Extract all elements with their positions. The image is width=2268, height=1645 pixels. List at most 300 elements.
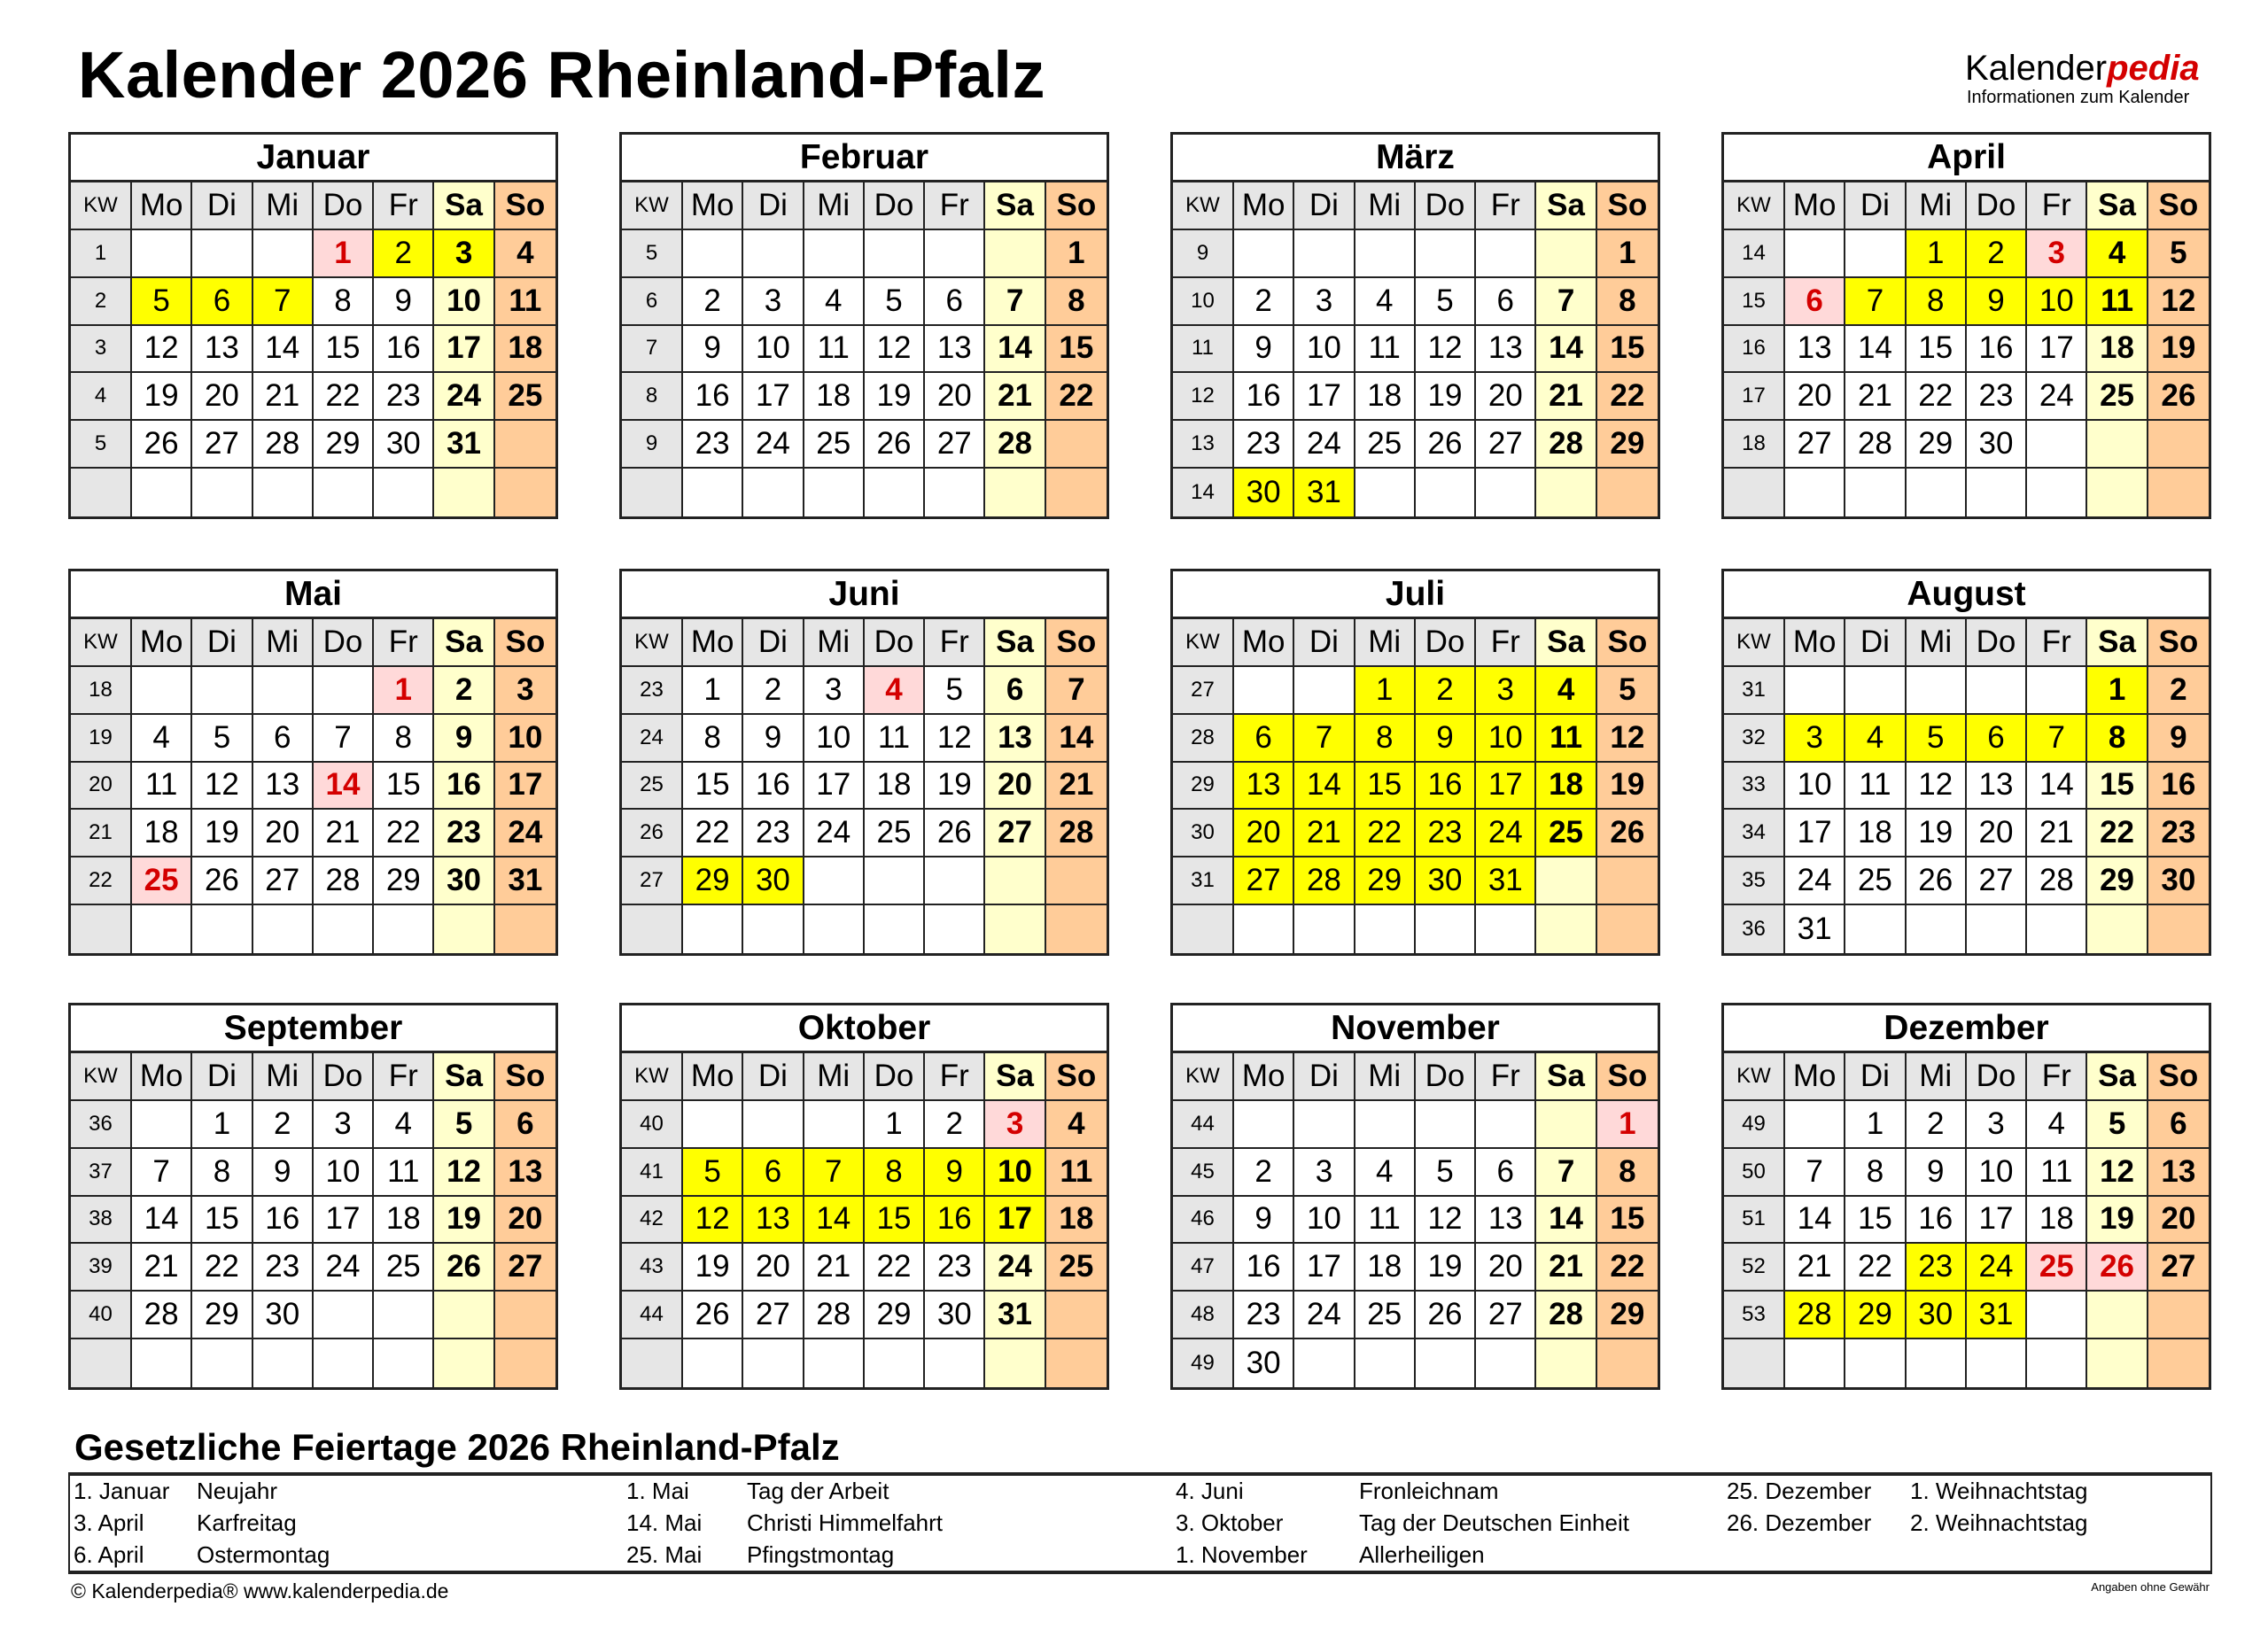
week-number: 6	[622, 278, 683, 326]
weekday-header: So	[1046, 1053, 1107, 1101]
day-cell: 13	[925, 326, 985, 374]
day-cell	[1785, 469, 1845, 516]
day-cell: 23	[1234, 421, 1294, 469]
day-cell: 9	[374, 278, 434, 326]
day-cell	[253, 1339, 314, 1387]
vacation-day-cell: 2	[1416, 667, 1476, 715]
weekday-header: Mi	[253, 1053, 314, 1101]
day-cell	[495, 905, 555, 953]
day-cell: 19	[2087, 1197, 2148, 1245]
day-cell: 27	[1476, 421, 1536, 469]
day-cell: 26	[1416, 1292, 1476, 1339]
day-cell: 27	[253, 857, 314, 905]
day-cell: 29	[2087, 857, 2148, 905]
day-cell: 26	[1597, 810, 1658, 857]
day-cell	[192, 1339, 252, 1387]
weekday-header: Mo	[1234, 182, 1294, 230]
vacation-day-cell: 29	[683, 857, 743, 905]
weekday-header: Do	[1967, 1053, 2027, 1101]
day-cell: 23	[253, 1244, 314, 1292]
month-grid	[622, 1053, 1107, 1387]
day-cell: 20	[743, 1244, 804, 1292]
weekday-header: Di	[1845, 619, 1906, 667]
week-number: 5	[71, 421, 132, 469]
day-cell: 6	[925, 278, 985, 326]
day-cell	[1907, 667, 1967, 715]
day-cell	[1536, 230, 1596, 278]
day-cell: 29	[314, 421, 374, 469]
day-cell: 5	[865, 278, 925, 326]
week-number: 49	[1724, 1101, 1785, 1149]
day-cell	[683, 469, 743, 516]
day-cell: 6	[253, 715, 314, 763]
day-cell	[1967, 469, 2027, 516]
weekday-header: Fr	[1476, 1053, 1536, 1101]
day-cell: 26	[1416, 421, 1476, 469]
month-name: Dezember	[1724, 1005, 2209, 1053]
day-cell	[495, 469, 555, 516]
day-cell: 24	[804, 810, 865, 857]
day-cell: 8	[1597, 278, 1658, 326]
weekday-header: Mo	[683, 182, 743, 230]
page-title: Kalender 2026 Rheinland-Pfalz	[78, 38, 1045, 112]
day-cell: 14	[1845, 326, 1906, 374]
week-number	[1724, 1339, 1785, 1387]
vacation-day-cell: 6	[743, 1149, 804, 1197]
day-cell: 21	[1536, 1244, 1596, 1292]
weekday-header: So	[1597, 182, 1658, 230]
day-cell	[253, 469, 314, 516]
day-cell: 2	[1234, 278, 1294, 326]
day-cell: 14	[1046, 715, 1107, 763]
day-cell: 22	[314, 373, 374, 421]
month-name: März	[1173, 135, 1658, 182]
holiday-date: 26. Dezember	[1727, 1509, 1872, 1536]
day-cell: 21	[1845, 373, 1906, 421]
day-cell: 11	[2027, 1149, 2087, 1197]
day-cell: 12	[1597, 715, 1658, 763]
vacation-day-cell: 29	[1355, 857, 1416, 905]
holiday-name: Karfreitag	[197, 1509, 297, 1536]
day-cell	[1785, 667, 1845, 715]
vacation-day-cell: 3	[1476, 667, 1536, 715]
day-cell: 16	[1967, 326, 2027, 374]
day-cell	[2148, 1292, 2209, 1339]
weekday-header: Mo	[1785, 619, 1845, 667]
weekday-header: Di	[192, 1053, 252, 1101]
day-cell	[1476, 469, 1536, 516]
weekday-header: Fr	[2027, 619, 2087, 667]
week-number: 9	[1173, 230, 1234, 278]
weekday-header: Fr	[1476, 619, 1536, 667]
day-cell: 20	[1785, 373, 1845, 421]
holiday-date: 1. Januar	[74, 1478, 170, 1504]
day-cell: 23	[925, 1244, 985, 1292]
vacation-day-cell: 1	[2087, 667, 2148, 715]
day-cell: 17	[1294, 373, 1355, 421]
day-cell: 22	[374, 810, 434, 857]
holiday-date: 3. Oktober	[1176, 1509, 1284, 1536]
day-cell: 28	[804, 1292, 865, 1339]
vacation-day-cell: 28	[1294, 857, 1355, 905]
day-cell	[2148, 421, 2209, 469]
weekday-header: Sa	[434, 1053, 494, 1101]
day-cell: 4	[1355, 278, 1416, 326]
day-cell	[804, 469, 865, 516]
day-cell: 12	[1907, 763, 1967, 811]
day-cell	[1355, 230, 1416, 278]
day-cell	[1785, 230, 1845, 278]
day-cell: 29	[192, 1292, 252, 1339]
week-number: 48	[1173, 1292, 1234, 1339]
weekday-header: Mi	[804, 1053, 865, 1101]
day-cell: 12	[434, 1149, 494, 1197]
weekday-header: Di	[192, 619, 252, 667]
kw-header: KW	[1724, 182, 1785, 230]
day-cell: 26	[865, 421, 925, 469]
day-cell: 27	[192, 421, 252, 469]
day-cell: 11	[132, 763, 192, 811]
weekday-header: Sa	[2087, 619, 2148, 667]
day-cell	[1597, 1339, 1658, 1387]
holiday-name: Tag der Deutschen Einheit	[1359, 1509, 1629, 1536]
day-cell	[985, 1339, 1045, 1387]
weekday-header: Sa	[1536, 1053, 1596, 1101]
weekday-header: Sa	[985, 1053, 1045, 1101]
day-cell	[1907, 469, 1967, 516]
day-cell	[1416, 230, 1476, 278]
day-cell: 1	[865, 1101, 925, 1149]
holiday-date: 1. Mai	[626, 1478, 689, 1504]
day-cell: 15	[192, 1197, 252, 1245]
week-number: 3	[71, 326, 132, 374]
day-cell: 12	[1416, 326, 1476, 374]
day-cell	[804, 1101, 865, 1149]
vacation-day-cell: 5	[132, 278, 192, 326]
day-cell: 18	[495, 326, 555, 374]
day-cell: 17	[1785, 810, 1845, 857]
weekday-header: Do	[1967, 182, 2027, 230]
day-cell: 27	[495, 1244, 555, 1292]
day-cell: 4	[1355, 1149, 1416, 1197]
day-cell: 26	[2148, 373, 2209, 421]
weekday-header: So	[495, 619, 555, 667]
vacation-day-cell: 23	[1416, 810, 1476, 857]
weekday-header: Di	[1294, 182, 1355, 230]
day-cell: 18	[804, 373, 865, 421]
weekday-header: So	[495, 1053, 555, 1101]
weekday-header: So	[2148, 1053, 2209, 1101]
day-cell: 4	[132, 715, 192, 763]
month-grid	[71, 182, 555, 516]
vacation-day-cell: 20	[1234, 810, 1294, 857]
day-cell: 23	[683, 421, 743, 469]
vacation-day-cell: 30	[1234, 469, 1294, 516]
day-cell	[1294, 667, 1355, 715]
day-cell: 17	[2027, 326, 2087, 374]
day-cell: 22	[1907, 373, 1967, 421]
day-cell: 3	[314, 1101, 374, 1149]
vacation-day-cell: 6	[1234, 715, 1294, 763]
day-cell	[1536, 1339, 1596, 1387]
month-dezember	[1721, 1003, 2211, 1390]
day-cell: 14	[1785, 1197, 1845, 1245]
footer-copyright: © Kalenderpedia® www.kalenderpedia.de	[71, 1579, 449, 1602]
day-cell: 15	[1597, 1197, 1658, 1245]
weekday-header: Do	[1967, 619, 2027, 667]
day-cell: 15	[314, 326, 374, 374]
day-cell: 25	[865, 810, 925, 857]
day-cell: 31	[495, 857, 555, 905]
week-number: 21	[71, 810, 132, 857]
day-cell	[434, 1339, 494, 1387]
day-cell: 7	[132, 1149, 192, 1197]
week-number	[71, 1339, 132, 1387]
day-cell	[1597, 469, 1658, 516]
day-cell: 17	[804, 763, 865, 811]
day-cell: 13	[1967, 763, 2027, 811]
day-cell	[374, 1292, 434, 1339]
day-cell: 21	[314, 810, 374, 857]
weekday-header: Mi	[804, 619, 865, 667]
day-cell: 13	[1476, 326, 1536, 374]
vacation-day-cell: 4	[1845, 715, 1906, 763]
day-cell	[1355, 1339, 1416, 1387]
holiday-name: Neujahr	[197, 1478, 278, 1504]
kw-header: KW	[1724, 1053, 1785, 1101]
day-cell: 29	[1907, 421, 1967, 469]
day-cell	[985, 230, 1045, 278]
vacation-day-cell: 16	[925, 1197, 985, 1245]
day-cell: 11	[865, 715, 925, 763]
day-cell	[1416, 1101, 1476, 1149]
vacation-day-cell: 7	[1294, 715, 1355, 763]
day-cell	[925, 857, 985, 905]
day-cell	[1967, 1339, 2027, 1387]
day-cell: 28	[132, 1292, 192, 1339]
month-grid	[622, 182, 1107, 516]
vacation-day-cell: 6	[192, 278, 252, 326]
vacation-day-cell: 22	[1355, 810, 1416, 857]
day-cell: 10	[1785, 763, 1845, 811]
week-number	[1724, 469, 1785, 516]
month-august	[1721, 569, 2211, 956]
day-cell: 10	[804, 715, 865, 763]
day-cell: 23	[1234, 1292, 1294, 1339]
holiday-name: Tag der Arbeit	[747, 1478, 889, 1504]
week-number: 27	[622, 857, 683, 905]
vacation-day-cell: 27	[1234, 857, 1294, 905]
week-number: 43	[622, 1244, 683, 1292]
day-cell: 24	[1785, 857, 1845, 905]
holiday-date: 14. Mai	[626, 1509, 703, 1536]
month-november	[1170, 1003, 1660, 1390]
vacation-day-cell: 7	[253, 278, 314, 326]
day-cell: 20	[1476, 373, 1536, 421]
day-cell: 4	[1046, 1101, 1107, 1149]
day-cell	[1294, 905, 1355, 953]
day-cell: 25	[2087, 373, 2148, 421]
kalenderpedia-logo	[1965, 49, 2200, 107]
weekday-header: Sa	[1536, 182, 1596, 230]
week-number: 23	[622, 667, 683, 715]
holidays-table	[68, 1472, 2212, 1574]
week-number: 36	[71, 1101, 132, 1149]
vacation-day-cell: 1	[1907, 230, 1967, 278]
weekday-header: Mo	[1234, 1053, 1294, 1101]
day-cell	[1234, 1101, 1294, 1149]
day-cell	[434, 905, 494, 953]
day-cell: 14	[253, 326, 314, 374]
day-cell	[314, 1339, 374, 1387]
vacation-day-cell: 8	[1355, 715, 1416, 763]
day-cell: 11	[1046, 1149, 1107, 1197]
vacation-day-cell: 12	[683, 1197, 743, 1245]
day-cell: 29	[865, 1292, 925, 1339]
vacation-day-cell: 28	[1785, 1292, 1845, 1339]
week-number: 44	[622, 1292, 683, 1339]
weekday-header: Mi	[1907, 1053, 1967, 1101]
day-cell	[865, 469, 925, 516]
weekday-header: Mo	[1785, 1053, 1845, 1101]
footer-disclaimer: Angaben ohne Gewähr	[2091, 1580, 2210, 1594]
day-cell: 7	[985, 278, 1045, 326]
week-number: 1	[71, 230, 132, 278]
vacation-day-cell: 17	[985, 1197, 1045, 1245]
day-cell: 19	[1597, 763, 1658, 811]
day-cell	[1046, 905, 1107, 953]
vacation-day-cell: 24	[1967, 1244, 2027, 1292]
day-cell: 16	[2148, 763, 2209, 811]
month-juni	[619, 569, 1109, 956]
week-number: 13	[1173, 421, 1234, 469]
week-number	[71, 469, 132, 516]
day-cell: 16	[743, 763, 804, 811]
day-cell: 17	[1294, 1244, 1355, 1292]
day-cell: 22	[683, 810, 743, 857]
day-cell: 15	[1845, 1197, 1906, 1245]
day-cell	[2087, 469, 2148, 516]
day-cell: 6	[2148, 1101, 2209, 1149]
day-cell	[192, 230, 252, 278]
day-cell: 21	[2027, 810, 2087, 857]
holiday-date: 1. November	[1176, 1541, 1308, 1568]
day-cell: 18	[1355, 373, 1416, 421]
week-number: 39	[71, 1244, 132, 1292]
month-januar	[68, 132, 558, 519]
weekday-header: Fr	[374, 619, 434, 667]
day-cell: 2	[2148, 667, 2209, 715]
kw-header: KW	[71, 619, 132, 667]
day-cell: 2	[434, 667, 494, 715]
day-cell: 19	[925, 763, 985, 811]
month-name: Oktober	[622, 1005, 1107, 1053]
day-cell: 12	[865, 326, 925, 374]
month-juli	[1170, 569, 1660, 956]
holiday-date: 25. Mai	[626, 1541, 703, 1568]
vacation-day-cell: 6	[1967, 715, 2027, 763]
day-cell	[804, 905, 865, 953]
day-cell: 24	[434, 373, 494, 421]
holiday-day-cell: 1	[314, 230, 374, 278]
day-cell: 5	[2087, 1101, 2148, 1149]
day-cell: 19	[132, 373, 192, 421]
weekday-header: So	[1046, 619, 1107, 667]
day-cell	[1536, 857, 1596, 905]
day-cell: 31	[985, 1292, 1045, 1339]
week-number: 14	[1724, 230, 1785, 278]
day-cell	[314, 905, 374, 953]
day-cell: 4	[374, 1101, 434, 1149]
weekday-header: Do	[314, 182, 374, 230]
week-number: 12	[1173, 373, 1234, 421]
kw-header: KW	[71, 1053, 132, 1101]
weekday-header: Mi	[1907, 619, 1967, 667]
day-cell: 11	[1845, 763, 1906, 811]
weekday-header: Fr	[2027, 1053, 2087, 1101]
day-cell	[1907, 1339, 1967, 1387]
vacation-day-cell: 24	[1476, 810, 1536, 857]
day-cell	[1476, 1101, 1536, 1149]
holiday-day-cell: 25	[132, 857, 192, 905]
day-cell	[1294, 230, 1355, 278]
day-cell: 2	[1234, 1149, 1294, 1197]
vacation-day-cell: 15	[865, 1197, 925, 1245]
kw-header: KW	[1173, 619, 1234, 667]
day-cell: 1	[683, 667, 743, 715]
day-cell: 15	[1597, 326, 1658, 374]
day-cell: 18	[1046, 1197, 1107, 1245]
week-number: 15	[1724, 278, 1785, 326]
vacation-day-cell: 13	[1234, 763, 1294, 811]
week-number: 18	[1724, 421, 1785, 469]
vacation-day-cell: 23	[1907, 1244, 1967, 1292]
day-cell	[374, 469, 434, 516]
weekday-header: So	[2148, 619, 2209, 667]
weekday-header: Fr	[925, 182, 985, 230]
day-cell	[985, 469, 1045, 516]
week-number: 40	[622, 1101, 683, 1149]
kw-header: KW	[1173, 1053, 1234, 1101]
vacation-day-cell: 7	[804, 1149, 865, 1197]
day-cell: 23	[1967, 373, 2027, 421]
vacation-day-cell: 5	[683, 1149, 743, 1197]
day-cell	[374, 905, 434, 953]
day-cell: 12	[192, 763, 252, 811]
day-cell	[314, 667, 374, 715]
day-cell	[1046, 469, 1107, 516]
day-cell: 13	[985, 715, 1045, 763]
week-number: 47	[1173, 1244, 1234, 1292]
day-cell: 5	[1416, 1149, 1476, 1197]
day-cell: 21	[1536, 373, 1596, 421]
month-name: Juli	[1173, 571, 1658, 619]
vacation-day-cell: 31	[1967, 1292, 2027, 1339]
day-cell: 30	[374, 421, 434, 469]
day-cell: 11	[495, 278, 555, 326]
day-cell: 29	[1597, 421, 1658, 469]
day-cell	[1355, 1101, 1416, 1149]
month-grid	[71, 1053, 555, 1387]
day-cell: 26	[925, 810, 985, 857]
day-cell: 13	[495, 1149, 555, 1197]
weekday-header: Di	[743, 619, 804, 667]
day-cell: 22	[1597, 1244, 1658, 1292]
week-number: 26	[622, 810, 683, 857]
day-cell: 5	[1416, 278, 1476, 326]
week-number: 41	[622, 1149, 683, 1197]
day-cell	[2027, 1292, 2087, 1339]
